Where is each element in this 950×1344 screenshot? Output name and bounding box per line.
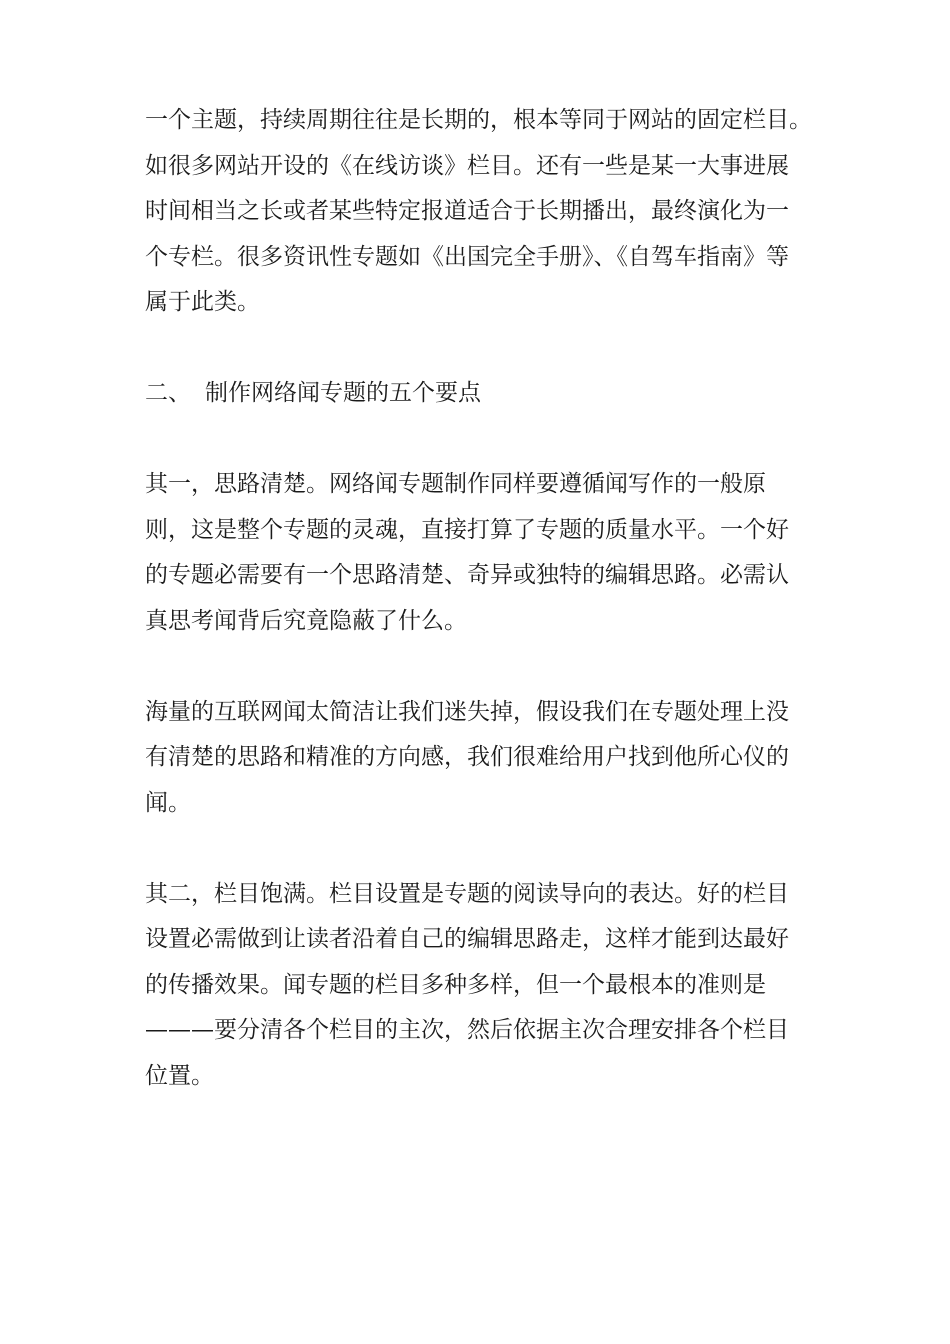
text-line: 真思考闻背后究竟隐蔽了什么。 <box>145 607 467 634</box>
text-line: 其二，栏目饱满。栏目设置是专题的阅读导向的表达。好的栏目 <box>145 880 789 907</box>
text-line: 一个主题，持续周期往往是长期的，根本等同于网站的固定栏目。 <box>145 107 812 133</box>
text-line: 个专栏。很多资讯性专题如《出国完全手册》、《自驾车指南》等 <box>145 243 789 270</box>
section-heading <box>145 371 820 417</box>
document-body <box>145 98 820 1099</box>
text-line: 闻。 <box>145 789 191 816</box>
text-line: 的专题必需要有一个思路清楚、奇异或独特的编辑思路。必需认 <box>145 562 789 588</box>
text-line: 有清楚的思路和精准的方向感，我们很难给用户找到他所心仪的 <box>145 744 789 770</box>
paragraph-spacer <box>145 826 820 872</box>
text-line: 的传播效果。闻专题的栏目多种多样，但一个最根本的准则是 <box>145 971 766 998</box>
paragraph <box>145 462 820 644</box>
text-line: 位置。 <box>145 1062 214 1089</box>
paragraph <box>145 872 820 1100</box>
text-line: 时间相当之长或者某些特定报道适合于长期播出，最终演化为一 <box>145 198 789 224</box>
text-line: 海量的互联网闻太简洁让我们迷失掉，假设我们在专题处理上没 <box>145 698 789 725</box>
paragraph-spacer <box>145 326 820 372</box>
paragraph-spacer <box>145 417 820 463</box>
text-line: 设置必需做到让读者沿着自己的编辑思路走，这样才能到达最好 <box>145 926 789 952</box>
section-number: 二、 <box>145 380 191 406</box>
text-line: 属于此类。 <box>145 289 260 315</box>
text-line: 其一，思路清楚。网络闻专题制作同样要遵循闻写作的一般原 <box>145 471 766 497</box>
text-line: 如很多网站开设的《在线访谈》栏目。还有一些是某一大事进展 <box>145 152 789 179</box>
paragraph-spacer <box>145 644 820 690</box>
text-line: ———要分清各个栏目的主次，然后依据主次合理安排各个栏目 <box>145 1017 789 1043</box>
paragraph <box>145 98 820 326</box>
section-title: 制作网络闻专题的五个要点 <box>205 380 481 406</box>
text-line: 则，这是整个专题的灵魂，直接打算了专题的质量水平。一个好 <box>145 516 789 543</box>
paragraph <box>145 690 820 827</box>
